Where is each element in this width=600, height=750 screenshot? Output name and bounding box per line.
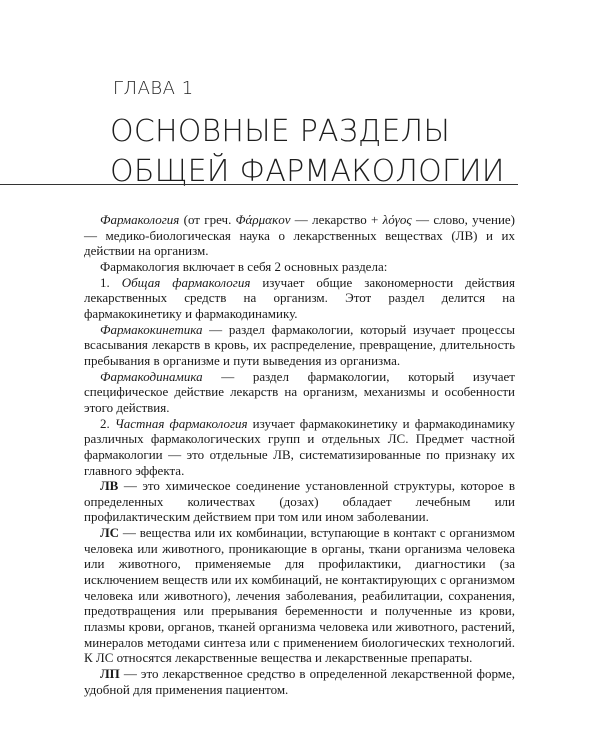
paragraph-text: Фармакология включает в себя 2 основных раздела: [100,258,388,274]
paragraph-lp-definition [84,666,515,697]
paragraph-text: изучает общие закономерности действия лекарственных средств на организм. Этот раздел делится на фармакокинетику и фармакодинамику. [84,274,515,321]
paragraph-text: — слово, учение) — медико-биологическая наука о лекарственных веществах (ЛВ) и их действии на организм. [84,212,515,259]
paragraph-text: — раздел фармакологии, который изучает специфическое действие лекарств на организм, механизмы и особенности этого действия. [84,368,515,415]
paragraph-special-pharmacology [84,416,515,479]
term-lp: ЛП [100,666,120,682]
term-special-pharmacology: Частная фармакология [114,415,248,431]
paragraph-text: — это лекарственное средство в определенной лекарственной форме, удобной для применения пациентом. [84,666,515,697]
term-pharmacodynamics: Фармакодинамика [100,368,203,384]
chapter-title [110,112,510,192]
paragraph-general-pharmacology [84,275,515,322]
paragraph-text: — раздел фармакологии, который изучает процессы всасывания лекарств в кровь, их распределение, превращение, длительность пребывания в организме и пути выведения из организма. [84,321,515,368]
term-lv: ЛВ [100,478,119,494]
body-text [84,212,515,697]
paragraph-text: — лекарство + [290,212,383,227]
term-ls: ЛС [100,525,120,541]
paragraph-pharmacokinetics [84,322,515,369]
term-general-pharmacology: Общая фармакология [121,274,251,290]
chapter-title-line-1: ОСНОВНЫЕ РАЗДЕЛЫ [110,114,451,149]
paragraph-pharmacology-definition [84,212,515,259]
chapter-title-line-2: ОБЩЕЙ ФАРМАКОЛОГИИ [110,154,505,189]
list-number: 1. [100,274,122,290]
greek-word-logos: λόγος [382,212,412,227]
paragraph-text: — это химическое соединение установленной структуры, которое в определенных количествах (дозах) обладает лечебным или профилактическим действием при том или ином заболевании. [84,478,515,525]
list-number: 2. [100,415,115,431]
paragraph-sections-intro [84,259,515,275]
chapter-label: ГЛАВА 1 [113,78,194,99]
greek-word-pharmakon: Φάρμακον [235,212,291,227]
paragraph-text: — вещества или их комбинации, вступающие в контакт с организмом человека или животного, проникающие в органы, ткани организма человека или животного, применяемые для профилактики, диагностики (за исключением веществ или их комбинаций, не контактирующих с организмом человека или животного), лечения заболевания, реабилитации, сохранения, предотвращения или прерывания беременности и полученные из крови, плазмы крови, органов, тканей организма человека или животного, растений, минералов методами синтеза или с применением биологических технологий. К ЛС относятся лекарственные вещества и лекарственные препараты. [84,525,515,666]
paragraph-ls-definition [84,525,515,666]
term-pharmacology: Фармакология [100,212,180,227]
paragraph-lv-definition [84,478,515,525]
term-pharmacokinetics: Фармакокинетика [100,321,203,337]
paragraph-pharmacodynamics [84,369,515,416]
title-divider [0,184,518,185]
paragraph-text: изучает фармакокинетику и фармакодинамику различных фармакологических групп и отдельных ЛС. Предмет частной фармакологии — это отдельные ЛВ, систематизированные по признаку их главного эффекта. [84,415,515,478]
paragraph-text: (от греч. [179,212,236,227]
